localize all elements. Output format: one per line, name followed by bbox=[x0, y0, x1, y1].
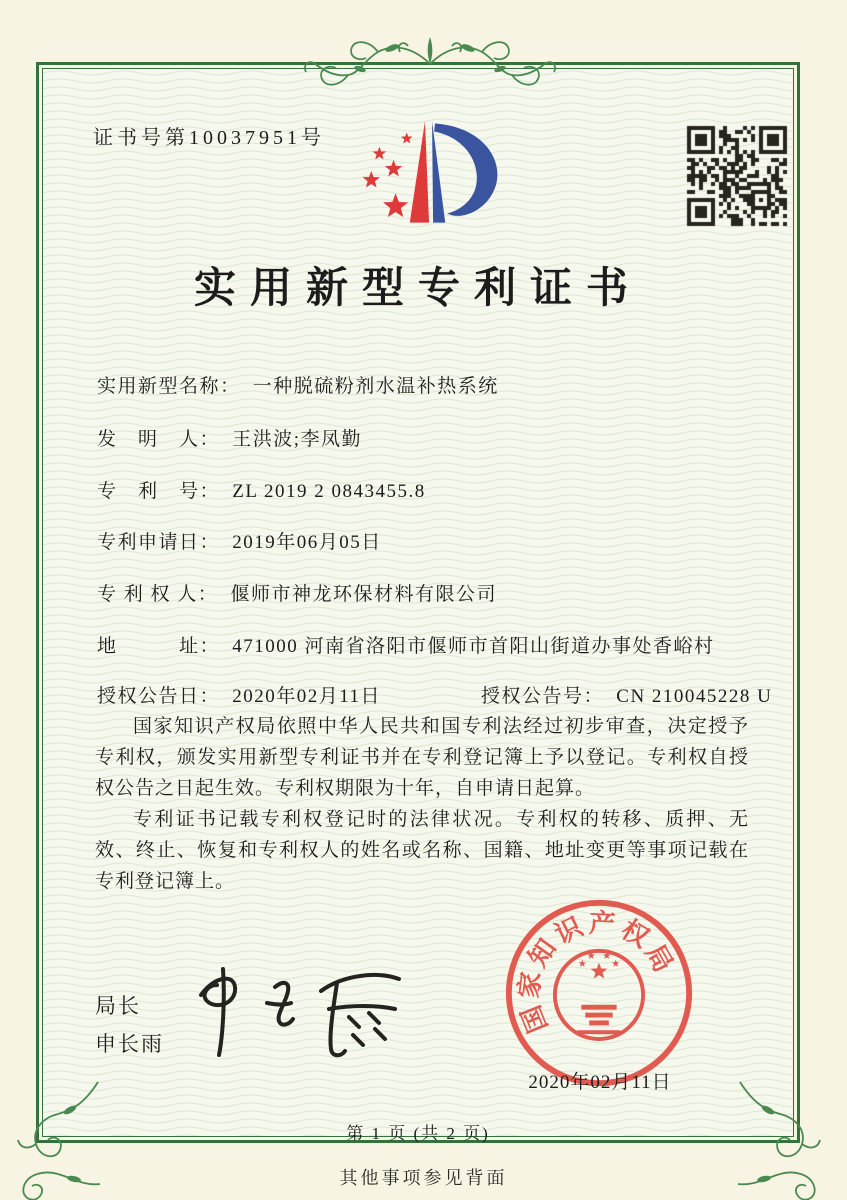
commissioner-signature bbox=[171, 957, 421, 1067]
certificate-number: 证书号第10037951号 bbox=[93, 127, 325, 149]
top-ornament-icon bbox=[300, 36, 560, 92]
frame-inner bbox=[42, 68, 794, 1143]
field-value: 471000 河南省洛阳市偃师市首阳山街道办事处香峪村 bbox=[232, 636, 715, 657]
svg-text:产: 产 bbox=[588, 907, 617, 940]
field-label: 实用新型名称： bbox=[97, 376, 241, 397]
seal-emblem bbox=[555, 951, 643, 1039]
grant-date-label: 授权公告日： bbox=[97, 686, 221, 707]
svg-text:权: 权 bbox=[616, 913, 655, 954]
field-row-name bbox=[97, 371, 753, 398]
field-row-grant bbox=[97, 681, 773, 708]
qr-code bbox=[683, 122, 791, 230]
field-row-filing-date bbox=[97, 527, 753, 554]
seal-date: 2020年02月11日 bbox=[528, 1072, 672, 1093]
field-row-address bbox=[97, 631, 753, 658]
logo-stars bbox=[363, 132, 413, 217]
field-row-inventor bbox=[97, 424, 753, 451]
grant-date-value: 2020年02月11日 bbox=[232, 686, 382, 707]
grant-no-value: CN 210045228 U bbox=[616, 686, 773, 707]
field-label: 地 址： bbox=[97, 636, 221, 657]
grant-no-group bbox=[481, 681, 772, 708]
field-row-patentee bbox=[97, 579, 753, 606]
logo-p-bowl bbox=[434, 123, 497, 216]
field-value: ZL 2019 2 0843455.8 bbox=[232, 481, 426, 502]
legal-paragraph: 专利证书记载专利权登记时的法律状况。专利权的转移、质押、无效、终止、恢复和专利权人的姓名或名称、国籍、地址变更等事项记载在专利登记簿上。 bbox=[95, 809, 749, 892]
field-value: 2019年06月05日 bbox=[232, 532, 382, 553]
page-number: 第 1 页 (共 2 页) bbox=[346, 1124, 490, 1143]
certificate-title: 实用新型专利证书 bbox=[193, 266, 642, 312]
certificate-content bbox=[43, 69, 793, 1143]
field-label: 专 利 权 人： bbox=[97, 584, 219, 605]
legal-paragraph: 国家知识产权局依照中华人民共和国专利法经过初步审查，决定授予专利权，颁发实用新型专利证书并在专利登记簿上予以登记。专利权自授权公告之日起生效。专利权期限为十年，自申请日起算。 bbox=[95, 716, 749, 799]
cnipa-logo-icon bbox=[351, 111, 503, 235]
field-label: 专利申请日： bbox=[97, 532, 221, 553]
back-note: 其他事项参见背面 bbox=[339, 1168, 508, 1188]
svg-text:国: 国 bbox=[515, 1001, 554, 1037]
field-value: 一种脱硫粉剂水温补热系统 bbox=[252, 376, 499, 397]
field-value: 王洪波;李凤勤 bbox=[232, 429, 363, 450]
field-label: 发 明 人： bbox=[97, 429, 221, 450]
field-value: 偃师市神龙环保材料有限公司 bbox=[230, 584, 498, 605]
officials-block bbox=[95, 987, 164, 1063]
svg-text:局: 局 bbox=[639, 939, 679, 978]
svg-text:知: 知 bbox=[522, 933, 563, 973]
svg-text:识: 识 bbox=[550, 911, 587, 950]
logo-red-wedge bbox=[410, 121, 429, 222]
agency-seal bbox=[501, 895, 697, 1091]
svg-text:家: 家 bbox=[513, 970, 547, 1000]
official-role: 局长 bbox=[95, 994, 141, 1018]
logo-blue-wedge bbox=[432, 121, 445, 222]
grant-no-label: 授权公告号： bbox=[481, 686, 605, 707]
field-row-patent-no bbox=[97, 476, 753, 503]
legal-text bbox=[95, 711, 749, 897]
decorative-frame bbox=[36, 62, 800, 1143]
official-name: 申长雨 bbox=[95, 1032, 164, 1056]
field-label: 专 利 号： bbox=[97, 481, 221, 502]
